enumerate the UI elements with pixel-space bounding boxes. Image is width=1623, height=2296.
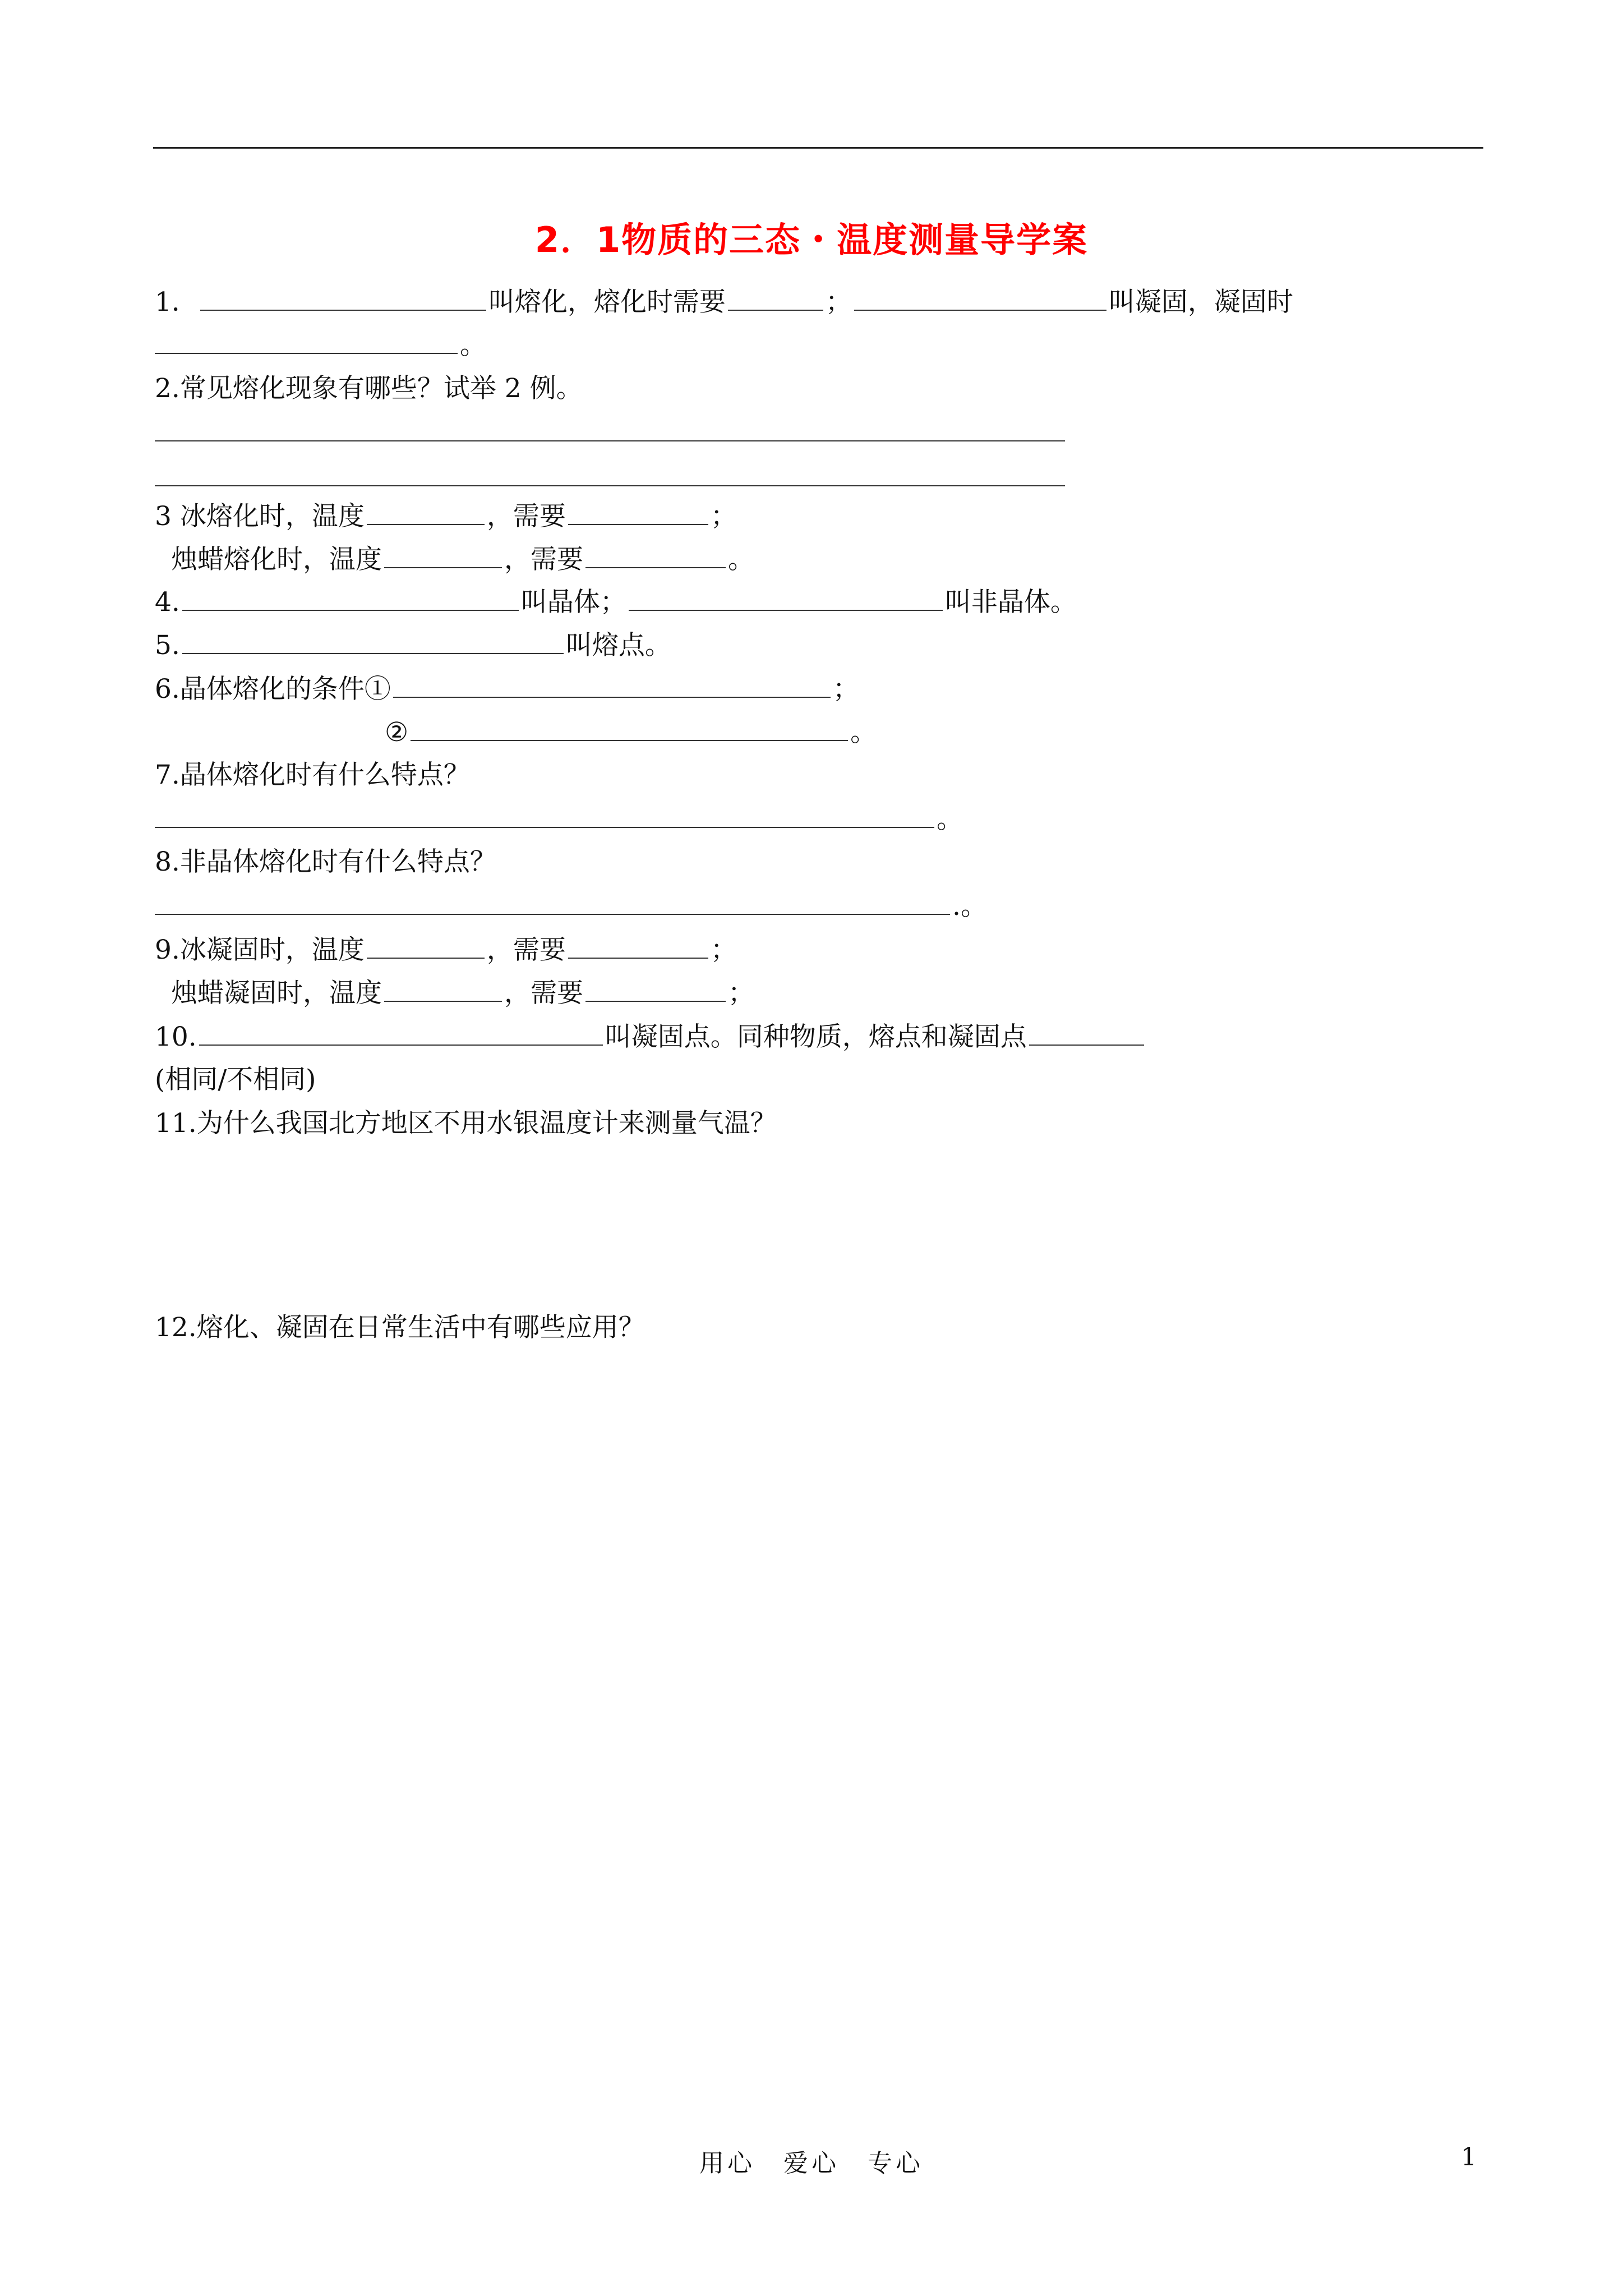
q1-text-1: 叫熔化，熔化时需要 bbox=[488, 287, 726, 318]
q10-text-1: 叫凝固点。同种物质，熔点和凝固点 bbox=[605, 1022, 1027, 1052]
question-6-line-2 bbox=[385, 715, 877, 749]
q6-text-4: 。 bbox=[850, 717, 877, 748]
q1-text-4: 。 bbox=[460, 330, 486, 361]
q3-text-2: ，需要 bbox=[486, 501, 566, 532]
q8-blank[interactable] bbox=[155, 889, 950, 915]
q8-answer bbox=[155, 889, 987, 923]
q9-blank-3[interactable] bbox=[384, 976, 502, 1002]
page-number: 1 bbox=[1461, 2143, 1477, 2171]
q9-text-4: 烛蜡凝固时，温度 bbox=[171, 978, 382, 1009]
q7-end: 。 bbox=[937, 804, 963, 835]
question-10-cont: (相同/不相同) bbox=[155, 1064, 316, 1095]
q1-blank-4[interactable] bbox=[155, 328, 458, 354]
question-6-line-1 bbox=[155, 672, 859, 706]
q9-text-2: ，需要 bbox=[486, 935, 566, 965]
q6-text-1: 6.晶体熔化的条件① bbox=[155, 674, 391, 705]
q1-text-3: 叫凝固，凝固时 bbox=[1108, 287, 1293, 318]
q10-blank-2[interactable] bbox=[1029, 1020, 1144, 1046]
question-1-cont bbox=[155, 328, 486, 362]
q3-text-5: ，需要 bbox=[504, 544, 583, 575]
q6-blank-1[interactable] bbox=[393, 672, 831, 698]
q4-blank-2[interactable] bbox=[629, 585, 943, 611]
q9-blank-2[interactable] bbox=[568, 933, 708, 959]
q9-text-6: ； bbox=[728, 978, 754, 1009]
q6-text-2: ； bbox=[832, 674, 859, 705]
q7-blank[interactable] bbox=[155, 802, 934, 828]
question-8: 8.非晶体熔化时有什么特点？ bbox=[155, 846, 496, 877]
q2-answer-line-1[interactable] bbox=[155, 440, 1065, 441]
question-3-line-1 bbox=[155, 499, 737, 533]
q3-blank-4[interactable] bbox=[585, 542, 726, 568]
question-10 bbox=[155, 1020, 1146, 1054]
question-9-line-1 bbox=[155, 933, 737, 967]
question-11: 11.为什么我国北方地区不用水银温度计来测量气温？ bbox=[155, 1108, 777, 1139]
q1-blank-2[interactable] bbox=[728, 285, 823, 311]
q3-text-4: 烛蜡熔化时，温度 bbox=[171, 544, 382, 575]
q7-answer bbox=[155, 802, 963, 836]
q3-blank-1[interactable] bbox=[367, 499, 485, 525]
q3-blank-3[interactable] bbox=[384, 542, 502, 568]
q8-end: .。 bbox=[952, 891, 987, 922]
question-2: 2.常见熔化现象有哪些？试举 2 例。 bbox=[155, 373, 583, 404]
q2-answer-line-2[interactable] bbox=[155, 485, 1065, 486]
q1-blank-3[interactable] bbox=[854, 285, 1106, 311]
question-5 bbox=[155, 628, 671, 662]
q10-number: 10. bbox=[155, 1022, 197, 1052]
q9-text-3: ； bbox=[710, 935, 737, 965]
q6-blank-2[interactable] bbox=[411, 715, 848, 741]
q3-text-3: ； bbox=[710, 501, 737, 532]
question-12: 12.熔化、凝固在日常生活中有哪些应用？ bbox=[155, 1312, 645, 1343]
q9-blank-1[interactable] bbox=[367, 933, 485, 959]
question-4 bbox=[155, 585, 1077, 619]
q9-text-1: 9.冰凝固时，温度 bbox=[155, 935, 365, 965]
q9-blank-4[interactable] bbox=[585, 976, 726, 1002]
q4-text-2: 叫非晶体。 bbox=[944, 587, 1077, 618]
q1-text-2: ； bbox=[825, 287, 852, 318]
q5-blank[interactable] bbox=[182, 628, 564, 654]
q4-number: 4. bbox=[155, 587, 180, 618]
page-title: 2．1物质的三态・温度测量导学案 bbox=[534, 219, 1089, 260]
q1-blank-1[interactable] bbox=[200, 285, 486, 311]
q6-text-3: ② bbox=[385, 717, 409, 748]
q10-blank-1[interactable] bbox=[199, 1020, 603, 1046]
q5-number: 5. bbox=[155, 630, 180, 661]
question-7: 7.晶体熔化时有什么特点？ bbox=[155, 760, 470, 790]
q3-text-6: 。 bbox=[728, 544, 754, 575]
question-3-line-2 bbox=[171, 542, 754, 577]
q3-text-1: 3 冰熔化时，温度 bbox=[155, 501, 365, 532]
header-rule bbox=[153, 147, 1483, 149]
q5-text: 叫熔点。 bbox=[565, 630, 671, 661]
q9-text-5: ，需要 bbox=[504, 978, 583, 1009]
question-9-line-2 bbox=[171, 976, 754, 1010]
q1-number: 1． bbox=[155, 287, 198, 318]
q4-blank-1[interactable] bbox=[182, 585, 519, 611]
footer-text: 用心 爱心 专心 bbox=[699, 2149, 924, 2178]
q3-blank-2[interactable] bbox=[568, 499, 708, 525]
q4-text-1: 叫晶体； bbox=[520, 587, 626, 618]
question-1 bbox=[155, 285, 1293, 319]
